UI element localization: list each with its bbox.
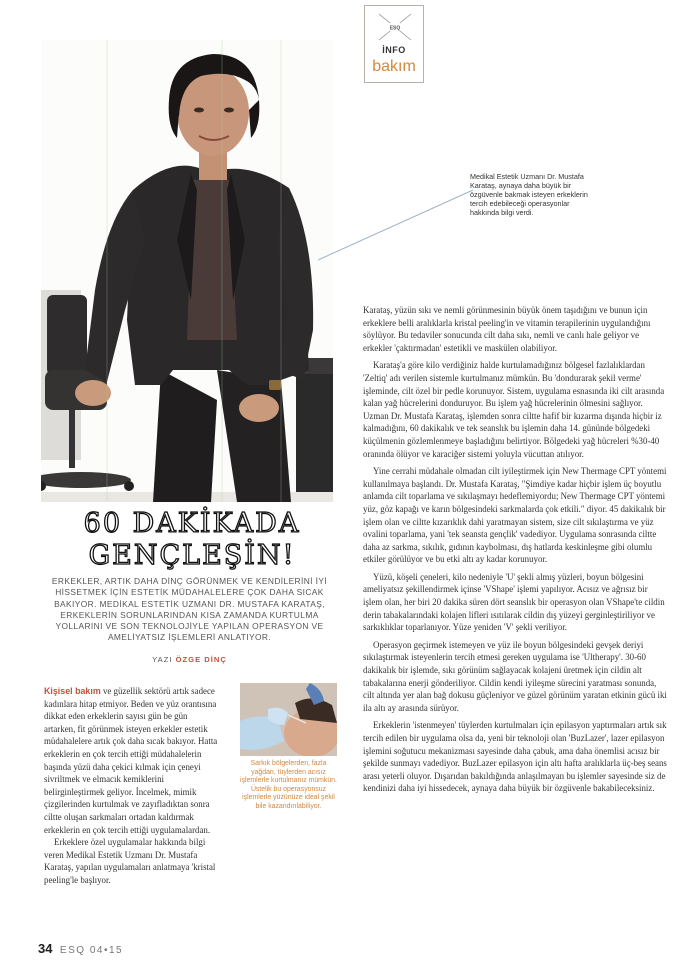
article-deck: ERKEKLER, ARTIK DAHA DİNÇ GÖRÜNMEK VE KENDİLERİNİ İYİ HİSSETMEK İÇİN ESTETİK MÜDAHALELERE ÇOK DAHA SICAK BAKIYOR. MEDİKAL ESTETİK UZMANI DR. MUSTAFA KARATAŞ, ERKEKLERİN SORUNLARINDAN KISA ZAMANDA KURTULMA YOLLARINI VE SON TEKNOLOJİYLE YAPILAN OPERASYON VE AMELİYATSIZ İŞLEMLERİ ANLATIYOR.: [51, 576, 328, 643]
paragraph: Karataş'a göre kilo verdiğiniz halde kurtulamadığınız bölgesel fazlalıklardan 'Zeltiq' adı verilen sistemle kurtulmanız mümkün. Bu 'dondurarak şekil verme' işleminde, cilt özel bir pedle korunuyor. Sistem, uygulama esnasında iki cilt arasında kalan yağ hücrelerini donduruyor. Bu işlem yağ hücrelerinin ölmesini sağlıyor. Uzman Dr. Mustafa Karataş, işlemden sonra ciltte hafif bir kızarma dışında hiçbir iz kalmadığını, 60 dakikalık ve tek seanslık bu işlemin daha 14. gününde bölgedeki küçülmenin gözlemlenmeye başladığını belirtiyor. Bölgedeki yağ hücreleri %30-40 oranında ölüyor ve karaciğer sistemi yoluyla vücuttan atılıyor.: [363, 360, 665, 459]
portrait-photo: [41, 40, 333, 502]
inset-illustration: [240, 683, 337, 756]
inset-caption: Sarkık bölgelerden, fazla yağdan, tüylerden acısız işlemlerle kurtulmanız mümkün. Üstelik bu operasyonsuz işlemlerle yüzünüze ideal şekil bile kazandırılabiliyor.: [240, 760, 337, 810]
paragraph: Erkeklerin 'istenmeyen' tüylerden kurtulmaları için epilasyon yaptırmaları artık sık tercih edilen bir uygulama olsa da, yeni bir teknoloji olan 'BuzLazer', lazer epilasyon işlemini soğutucu mekanizması sayesinde daha çabuk, ama daha önemlisi acısız bir şekilde sunmayı vadediyor. BuzLazer epilasyon için altı hafta aralıklarla üç-beş seans arası yeterli oluyor. Dışarıdan bakıldığında anlaşılmayan bu işlemler sayesinde siz de kendinizi daha iyi hissedecek, aynaya daha büyük bir özgüvenle bakabileceksiniz.: [363, 720, 667, 794]
body-column-left: [44, 685, 220, 887]
headline-line-1: 60 DAKİKADA: [83, 508, 301, 539]
badge-info-label: İNFO: [382, 45, 406, 55]
photo-caption: Medikal Estetik Uzmanı Dr. Mustafa Karataş, aynaya daha büyük bir özgüvenle bakmak isteyen erkeklerin tercih edebileceği operasyonlar hakkında bilgi verdi.: [470, 172, 588, 217]
byline-author: ÖZGE DİNÇ: [175, 655, 227, 664]
section-badge: [364, 5, 424, 83]
byline: [44, 655, 335, 664]
portrait-illustration: [41, 40, 333, 502]
body-column-right: [363, 304, 667, 800]
badge-section-label: bakım: [372, 58, 416, 75]
cross-ornament-icon: [377, 12, 413, 42]
paragraph-text: ve güzellik sektörü artık sadece kadınlara hitap etmiyor. Beden ve yüz orantısına dikkat eden erkeklerin sayısı gün be gün artarken, fit görünmek isteyen erkekler estetik müdahalelere artık çok daha sıcak bakıyor. Hatta erkeklerin en çok tercih ettiği müdahalelerin başında yüzü daha çekici kılmak için çeneyi sivriltmek ve elmacık kemiklerini belirginleştirmek geliyor. İncelmek, mimik çizgilerinden kurtulmak ve zayıfladıktan sonra ciltte oluşan sarkmaları ortadan kaldırmak erkeklerin en çok tercih ettiği uygulamalardan.: [44, 686, 218, 835]
paragraph: Yine cerrahi müdahale olmadan cilt iyileştirmek için New Thermage CPT yöntemi kullanılmaya başlandı. Dr. Mustafa Karataş, "Şimdiye kadar hiçbir işlem üç boyutlu anlamda cilt toparlama ve sıkılaşmayı hedeflemiyordu; New Thermage CPT yöntemi yüz, göz kapağı ve karın bölgesindeki sarkmalarda çok etkili." diyor. 45 dakikalık bir işlem olan ve ciltte kızarıklık dahi yaratmayan sistem, size cilt sıkılaştırma ve yüz ovalini toparlama, yani 'tek seansta gençlik' vadediyor. Uygulama sonrasında ciltte daha az sarkma, sıkılık, gıdının kaybolması, dış hatlarda keskinleşme gibi olumlu etkiler görülüyor ve bu etki altı ay kadar korunuyor.: [363, 466, 667, 565]
magazine-issue: ESQ 04•15: [59, 945, 124, 956]
paragraph: Yüzü, köşeli çeneleri, kilo nedeniyle 'U' şekli almış yüzleri, boyun bölgesini ameliyatsız şekillendirmek içinse 'VShape' işlemi yapılıyor. Acısız ve ağrısız bir işlem olan, her biri 20 dakika süren dört seanslık bir operasyon olan VShape'te cildin derin tabakalarındaki kolajen lifleri ısıtılarak cildin dış yüzeyi gerginleştiriliyor ve sarkıklıklar toparlanıyor. Yüze yeniden 'V' şekli veriliyor.: [363, 571, 665, 633]
page-footer: [38, 940, 123, 958]
paragraph: Operasyon geçirmek istemeyen ve yüz ile boyun bölgesindeki gevşek deriyi sıkılaştırmak isteyenlerin tercih etmesi gereken uygulama ise 'Ultherapy'. 30-60 dakikalık bir işlemde, sıkı görünüm sağlayacak kolajeni üretmek için cildin alt tabakalarına enerji gönderiliyor. Cildin kendi iyileşme sürecini yaratması sonunda, cilt altında yer alan bağ dokusu güçleniyor ve güzel görünüm yaratan etkinin gücü iki ila altı ay arasında sürüyor.: [363, 639, 667, 713]
lead-in: Kişisel bakım: [44, 686, 101, 696]
byline-prefix: YAZI: [152, 655, 173, 664]
badge-logo: ESQ: [389, 25, 401, 32]
paragraph: Karataş, yüzün sıkı ve nemli görünmesinin büyük önem taşıdığını ve bunun için erkeklere belli aralıklarla kristal peeling'in ve vitamin terapilerinin uygulandığını söylüyor. Bu tedaviler sonucunda cilt daha sıkı, nemli ve canlı hale geliyor ve erkekler 'çaktırmadan' estetikli ve maskülen olabiliyor.: [363, 305, 651, 353]
caption-pointer-line: [318, 188, 478, 266]
article-headline: [44, 508, 340, 572]
paragraph: Erkeklere özel uygulamalar hakkında bilgi veren Medikal Estetik Uzmanı Dr. Mustafa Karataş, yapılan uygulamaları anlatmaya 'kristal peeling'le başlıyor.: [44, 837, 216, 885]
page-number: 34: [38, 941, 53, 956]
headline-line-2: GENÇLEŞİN!: [88, 540, 296, 571]
paragraph: [44, 685, 220, 836]
inset-photo: [240, 683, 337, 756]
